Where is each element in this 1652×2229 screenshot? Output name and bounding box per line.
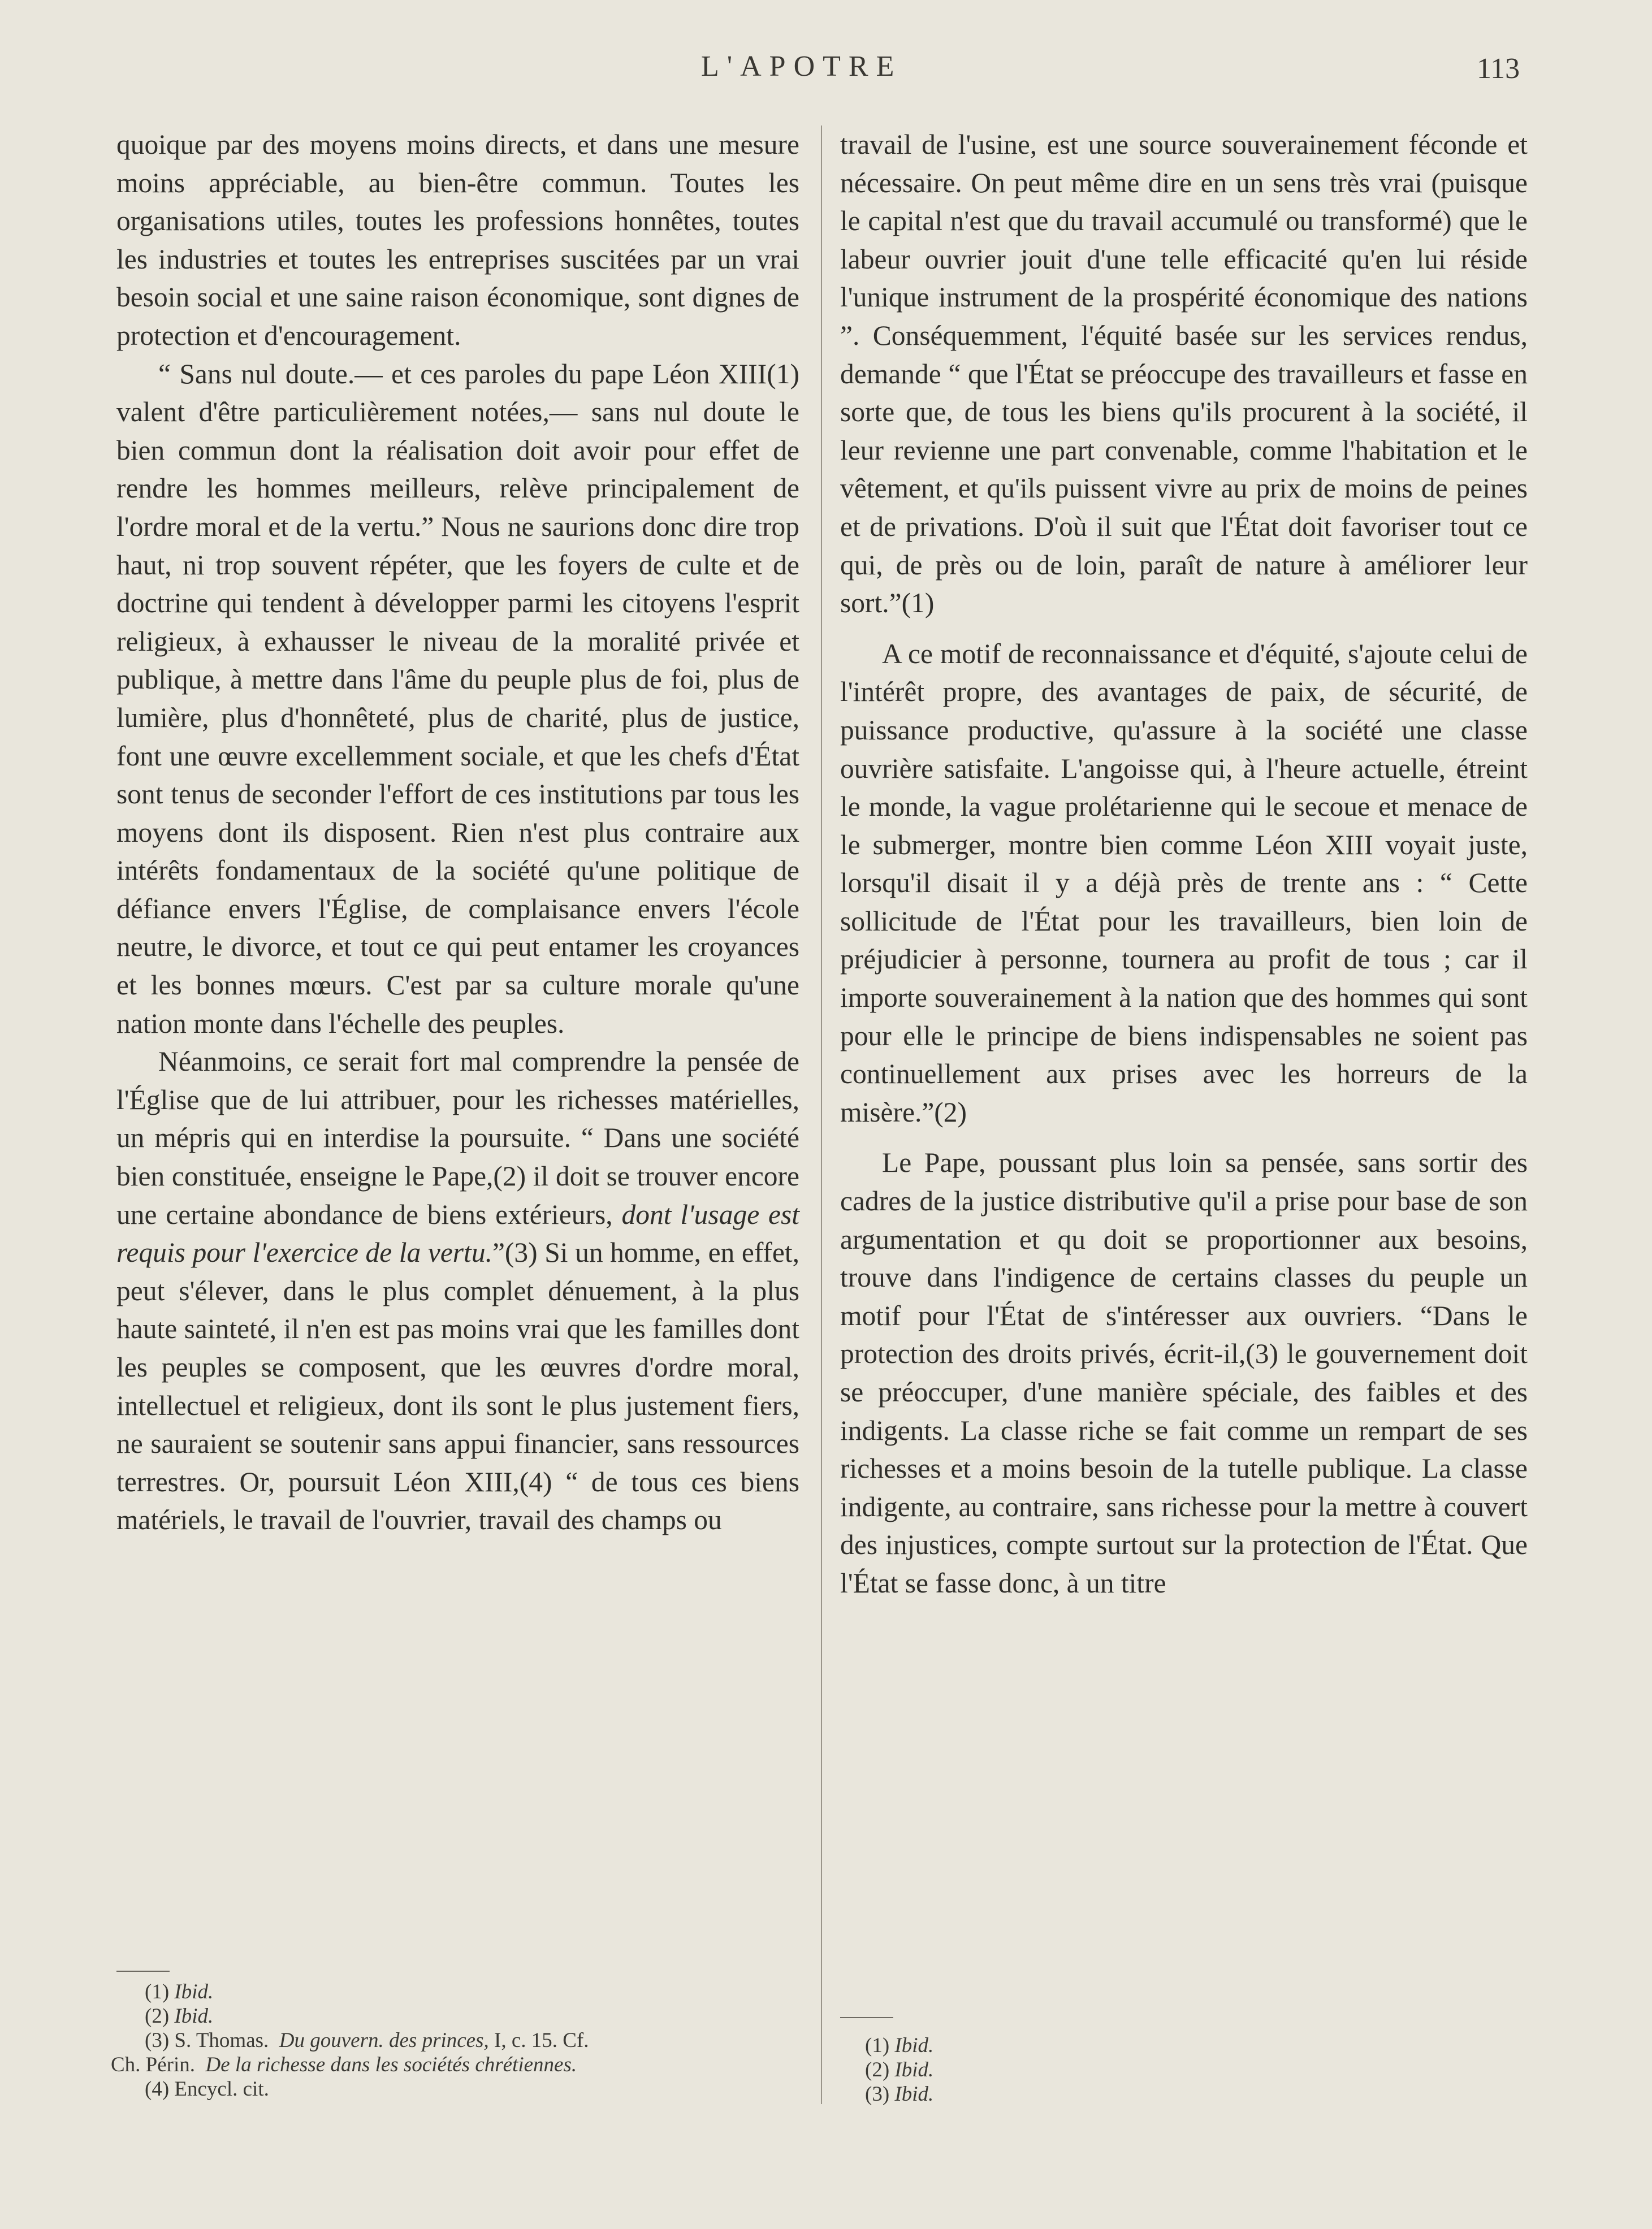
right-footnotes [865, 2033, 1317, 2106]
left-paragraph-3-italic: dont l'usage est requis pour l'exercice de la vertu. [116, 1198, 799, 1269]
right-column [840, 125, 1528, 1603]
right-paragraph-1: travail de l'usine, est une source souverainement féconde et nécessaire. On peut même dire en un sens très vrai (puisque le capital n'est que du travail accumulé ou transformé) que le labeur ouvrier jouit d'une telle efficacité qu'en lui réside l'unique instrument de la prospérité économique des nations ”. Conséquemment, l'équité basée sur les services rendus, demande “ que l'État se préoccupe des travailleurs et fasse en sorte que, de tous les biens qu'ils procurent à la société, il leur revienne une part convenable, comme l'habitation et le vêtement, et qu'ils puissent vivre au prix de moins de peines et de privations. D'où il suit que l'État doit favoriser tout ce qui, de près ou de loin, paraît de nature à améliorer leur sort.”(1) [840, 129, 1528, 619]
right-footnote-2: (2) Ibid. [865, 2058, 934, 2081]
left-footnotes [111, 1980, 801, 2101]
left-paragraph-3 [116, 1042, 799, 1539]
right-footnote-1: (1) Ibid. [865, 2034, 934, 2057]
left-footnote-4: (4) Encycl. cit. [145, 2077, 269, 2101]
column-rule [821, 125, 822, 2104]
right-paragraph-3: Le Pape, poussant plus loin sa pensée, sans sortir des cadres de la justice distributive qu'il a prise pour base de son argumentation et qu doit se proportionner aux besoins, trouve dans l'indigence de certains classes du peuple un motif pour l'État de s'intéresser aux ouvriers. “Dans le protection des droits privés, écrit-il,(3) le gouvernement doit se préoccuper, d'une manière spéciale, des faibles et des indigents. La classe riche se fait comme un rempart de ses richesses et a moins besoin de la tutelle publique. La classe indigente, au contraire, sans richesse pour la mettre à couvert des injustices, compte surtout sur la protection de l'État. Que l'État se fasse donc, à un titre [840, 1147, 1528, 1599]
left-paragraph-2: “ Sans nul doute.— et ces paroles du pape Léon XIII(1) valent d'être particulièrement notées,— sans nul doute le bien commun dont la réalisation doit avoir pour effet de rendre les hommes meilleurs, relève principalement de l'ordre moral et de la vertu.” Nous ne saurions donc dire trop haut, ni trop souvent répéter, que les foyers de culte et de doctrine qui tendent à développer parmi les citoyens l'esprit religieux, à exhausser le niveau de la moralité privée et publique, à mettre dans l'âme du peuple plus de foi, plus de lumière, plus d'honnêteté, plus de charité, plus de justice, font une œuvre excellemment sociale, et que les chefs d'État sont tenus de seconder l'effort de ces institutions par tous les moyens dont ils disposent. Rien n'est plus contraire aux intérêts fondamentaux de la société qu'une politique de défiance envers l'Église, de complaisance envers l'école neutre, le divorce, et tout ce qui peut entamer les croyances et les bonnes mœurs. C'est par sa culture morale qu'une nation monte dans l'échelle des peuples. [116, 358, 799, 1039]
left-paragraph-1: quoique par des moyens moins directs, et dans une mesure moins appréciable, au bien-être commun. Toutes les organisations utiles, toutes les professions honnêtes, toutes les industries et toutes les entreprises suscitées par un vrai besoin social et une saine raison économique, sont dignes de protection et d'encouragement. [116, 129, 799, 351]
running-title: L'APOTRE [701, 50, 902, 83]
left-footnote-3: (3) S. Thomas. Du gouvern. des princes, I, c. 15. Cf. [145, 2029, 589, 2052]
right-footnote-3: (3) Ibid. [865, 2083, 934, 2106]
left-footnote-rule [116, 1971, 170, 1972]
left-column [116, 125, 799, 1539]
left-footnote-3-continued: Ch. Périn. De la richesse dans les sociétés chrétiennes. [111, 2053, 577, 2076]
left-paragraph-3-rest: ”(3) Si un homme, en effet, peut s'élever, dans le plus complet dénuement, à la plus haute sainteté, il n'en est pas moins vrai que les familles dont les peuples se composent, que les œuvres d'ordre moral, intellectuel et religieux, dont ils sont le plus justement fiers, ne sauraient se soutenir sans appui financier, sans ressources terrestres. Or, poursuit Léon XIII,(4) “ de tous ces biens matériels, le travail de l'ouvrier, travail des champs ou [116, 1237, 800, 1536]
left-footnote-2: (2) Ibid. [145, 2005, 214, 2028]
page-number: 113 [1477, 53, 1520, 85]
left-footnote-1: (1) Ibid. [145, 1980, 214, 2003]
right-footnote-rule [840, 2017, 893, 2018]
running-head [0, 50, 1652, 95]
right-paragraph-2: A ce motif de reconnaissance et d'équité, s'ajoute celui de l'intérêt propre, des avantages de paix, de sécurité, de puissance productive, qu'assure à la société une classe ouvrière satisfaite. L'angoisse qui, à l'heure actuelle, étreint le monde, la vague prolétarienne qui le secoue et menace de le submerger, montre bien comme Léon XIII voyait juste, lorsqu'il disait il y a déjà près de trente ans : “ Cette sollicitude de l'État pour les travailleurs, bien loin de préjudicier à personne, tournera au profit de tous ; car il importe souverainement à la nation que des hommes qui sont pour elle le principe de biens indispensables ne soient pas continuellement aux prises avec les horreurs de la misère.”(2) [840, 638, 1528, 1128]
left-paragraph-3-text: Néanmoins, ce serait fort mal comprendre la pensée de l'Église que de lui attribuer, pour les richesses matérielles, un mépris qui en interdise la poursuite. “ Dans une société bien constituée, enseigne le Pape,(2) il doit se trouver encore une certaine abondance de biens extérieurs, [116, 1046, 799, 1230]
